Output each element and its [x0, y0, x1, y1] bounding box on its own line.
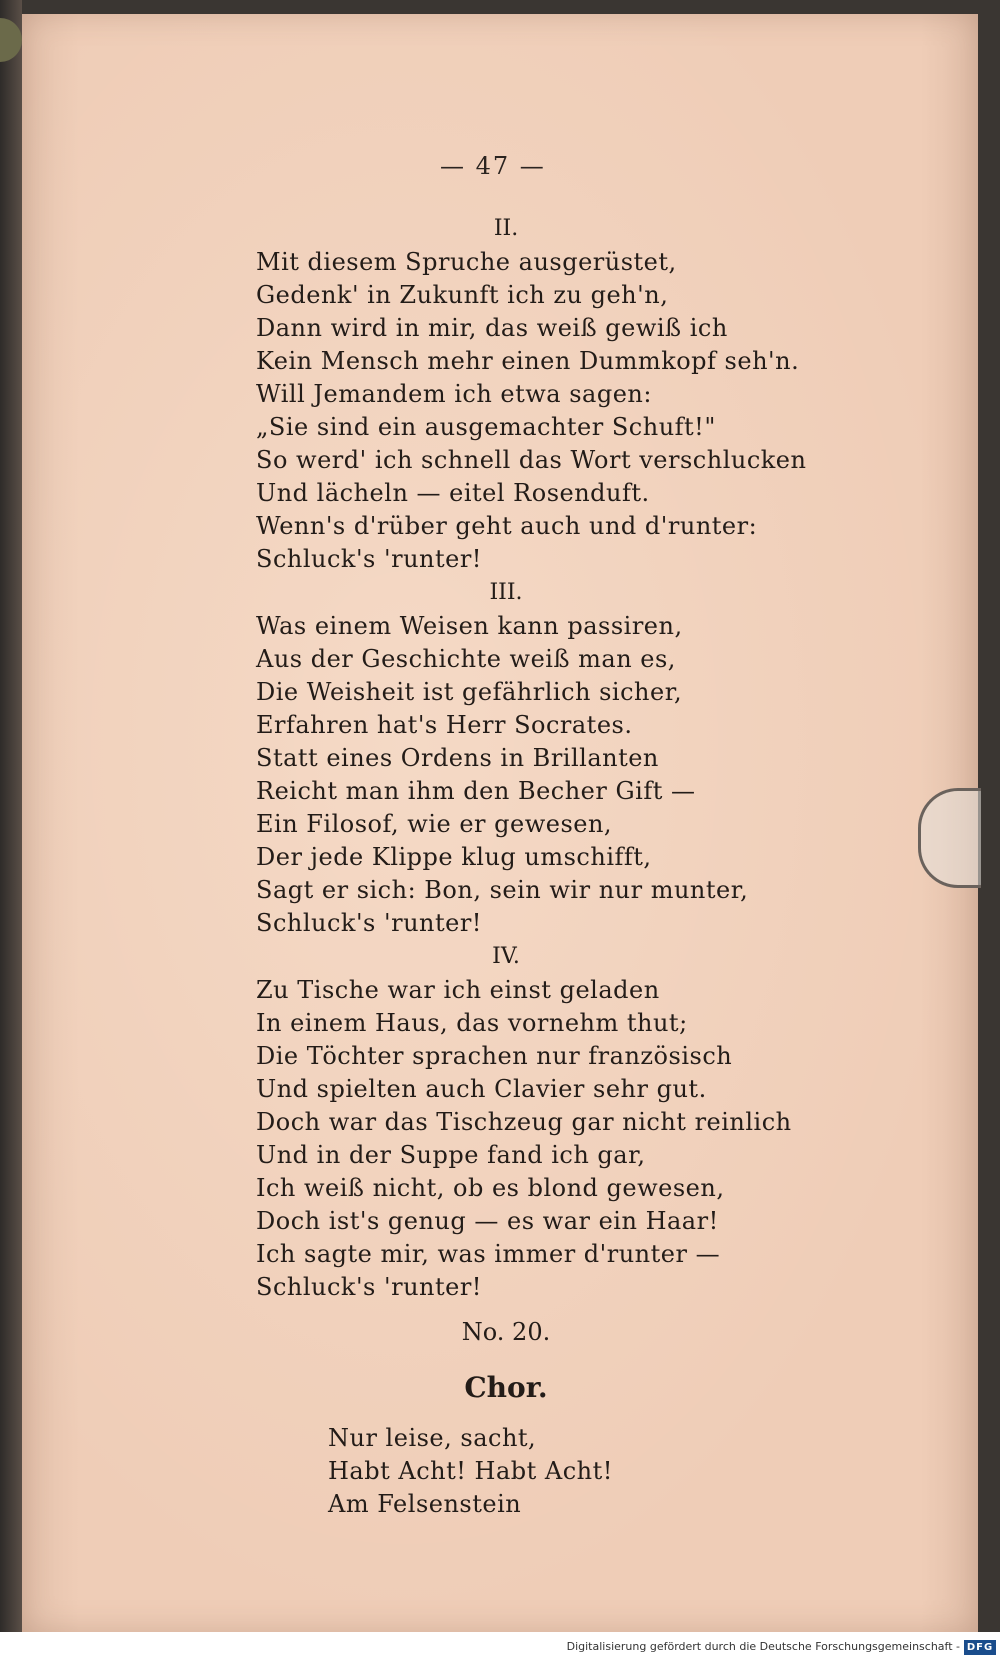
verse-line: Schluck's 'runter! [256, 545, 482, 573]
verse-line: Zu Tische war ich einst geladen [256, 976, 660, 1004]
verse-line: Und in der Suppe fand ich gar, [256, 1141, 646, 1169]
verse-line: Doch war das Tischzeug gar nicht reinlich [256, 1108, 792, 1136]
page-content [256, 212, 816, 1521]
verse-line: Doch ist's genug — es war ein Haar! [256, 1207, 719, 1235]
verse-line: Und lächeln — eitel Rosenduft. [256, 479, 650, 507]
verse-line: „Sie sind ein ausgemachter Schuft!" [256, 413, 716, 441]
verse-line: In einem Haus, das vornehm thut; [256, 1009, 688, 1037]
page-number: — 47 — [440, 152, 546, 180]
verse-line: Der jede Klippe klug umschifft, [256, 843, 652, 871]
binding-ring [0, 18, 22, 62]
song-title: Chor. [464, 1371, 548, 1404]
verse-line: Ich weiß nicht, ob es blond gewesen, [256, 1174, 725, 1202]
page-clip-tab [918, 788, 981, 888]
verse-line: Die Töchter sprachen nur französisch [256, 1042, 733, 1070]
verse-line: Will Jemandem ich etwa sagen: [256, 380, 652, 408]
verse-line: So werd' ich schnell das Wort verschlucken [256, 446, 807, 474]
verse-number: III. [489, 580, 523, 605]
verse-line: Reicht man ihm den Becher Gift — [256, 777, 696, 805]
book-page [22, 14, 978, 1632]
verse-line: Sagt er sich: Bon, sein wir nur munter, [256, 876, 749, 904]
footer-bar [0, 1632, 1000, 1662]
chorus-line: Am Felsenstein [328, 1490, 522, 1518]
chorus-line: Habt Acht! Habt Acht! [328, 1457, 613, 1485]
verse-line: Gedenk' in Zukunft ich zu geh'n, [256, 281, 669, 309]
verse-line: Dann wird in mir, das weiß gewiß ich [256, 314, 728, 342]
verse-line: Kein Mensch mehr einen Dummkopf seh'n. [256, 347, 800, 375]
verse-line: Statt eines Ordens in Brillanten [256, 744, 659, 772]
dfg-logo-icon: DFG [964, 1640, 996, 1655]
verse-line: Mit diesem Spruche ausgerüstet, [256, 248, 677, 276]
verse-number: II. [493, 216, 519, 241]
verse-number: IV. [492, 944, 520, 969]
verse-line: Schluck's 'runter! [256, 1273, 482, 1301]
song-number: No. 20. [461, 1318, 551, 1346]
verse-line: Was einem Weisen kann passiren, [256, 612, 683, 640]
verse-line: Schluck's 'runter! [256, 909, 482, 937]
book-spine-edge [0, 0, 22, 1662]
verse-line: Aus der Geschichte weiß man es, [256, 645, 676, 673]
verse-line: Ich sagte mir, was immer d'runter — [256, 1240, 721, 1268]
verse-line: Und spielten auch Clavier sehr gut. [256, 1075, 707, 1103]
chorus-lines [256, 1416, 816, 1521]
footer-credit-text: Digitalisierung gefördert durch die Deutsche Forschungsgemeinschaft - [566, 1640, 960, 1653]
verse-line: Wenn's d'rüber geht auch und d'runter: [256, 512, 758, 540]
chorus-line: Nur leise, sacht, [328, 1424, 537, 1452]
verse-line: Erfahren hat's Herr Socrates. [256, 711, 633, 739]
verse-line: Die Weisheit ist gefährlich sicher, [256, 678, 683, 706]
verse-line: Ein Filosof, wie er gewesen, [256, 810, 613, 838]
